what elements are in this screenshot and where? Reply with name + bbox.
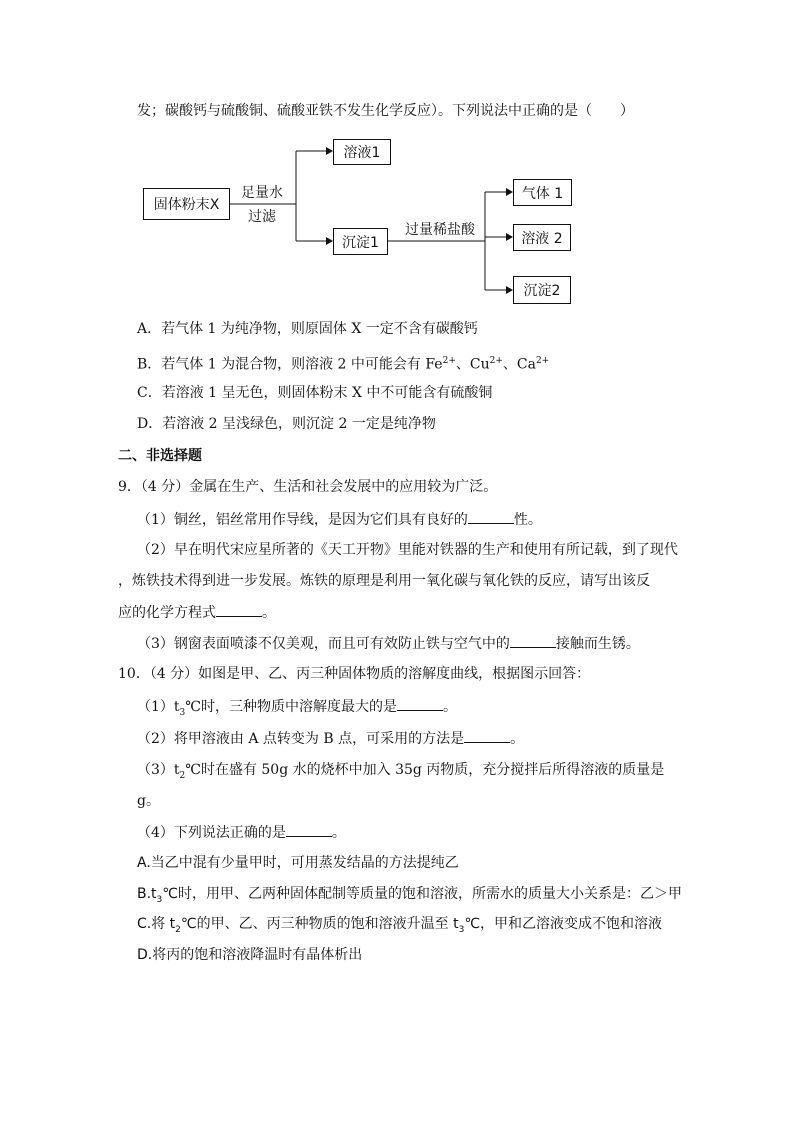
option-b-ca-charge: 2+ — [535, 356, 550, 366]
label-step1-bottom: 过滤 — [248, 209, 276, 225]
q10-option-c-sub2: 3 — [458, 924, 465, 935]
box-solid-x: 固体粉末X — [143, 188, 230, 220]
q10-part1-tail: 。 — [442, 699, 457, 715]
option-b-sep1: 、Cu — [455, 356, 490, 373]
q10-part1-blank — [397, 696, 443, 711]
q10-part3-sub: 2 — [179, 770, 186, 781]
q10-part4 — [137, 822, 346, 843]
q9-part3-blank — [510, 633, 556, 648]
q9-part1 — [137, 509, 542, 530]
box-solution1: 溶液1 — [333, 139, 391, 165]
option-b-cu-charge: 2+ — [489, 356, 503, 366]
q10-option-c-pre: C.将 t — [137, 916, 176, 932]
q10-part4-text: （4）下列说法正确的是 — [137, 825, 286, 841]
label-step1-top: 足量水 — [241, 185, 283, 201]
box-solution2: 溶液 2 — [513, 224, 571, 251]
option-b-fe-charge: 2+ — [442, 356, 456, 366]
option-b — [137, 351, 549, 375]
q10-option-c-sub1: 2 — [175, 924, 181, 935]
q9-part2-blank — [216, 602, 262, 617]
q10-option-c-text: ℃，甲和乙溶液变成不饱和溶液 — [464, 916, 663, 932]
q9-part2-tail: 。 — [262, 605, 276, 621]
q10-option-c-mid: ℃的甲、乙、丙三种物质的饱和溶液升温至 t — [180, 916, 459, 932]
q10-part3-text: ℃时在盛有 50g 水的烧杯中加入 35g 丙物质，充分搅拌后所得溶液的质量是 — [185, 762, 665, 778]
q10-option-b — [137, 884, 682, 910]
flowchart-connectors — [0, 0, 794, 340]
intro-text: 发；碳酸钙与硫酸铜、硫酸亚铁不发生化学反应）。下列说法中正确的是（ ） — [137, 103, 634, 119]
q10-option-b-text: ℃时，用甲、乙两种固体配制等质量的饱和溶液，所需水的质量大小关系是：乙＞甲 — [162, 886, 683, 902]
q10-part2-blank — [464, 728, 510, 743]
q9-part1-text: （1）铜丝，铝丝常用作导线，是因为它们具有良好的 — [137, 512, 468, 528]
q9-part2-line3 — [118, 602, 276, 623]
q10-option-c — [137, 914, 662, 940]
q9-part3-tail: 接触而生锈。 — [555, 636, 640, 652]
q9-part2-line1: （2）早在明代宋应星所著的《天工开物》里能对铁器的生产和使用有所记载，到了现代 — [137, 542, 678, 558]
option-b-sep2: 、Ca — [502, 356, 536, 373]
q9-part1-tail: 性。 — [513, 512, 542, 528]
label-step2: 过量稀盐酸 — [405, 222, 475, 238]
q10-option-b-sub: 3 — [156, 894, 163, 905]
q10-part3 — [137, 760, 664, 786]
section2-title: 二、非选择题 — [118, 448, 202, 464]
q9-part1-blank — [468, 509, 514, 524]
box-gas1: 气体 1 — [513, 179, 572, 206]
q10-stem: 10．（4 分）如图是甲、乙、丙三种固体物质的溶解度曲线，根据图示回答： — [118, 666, 591, 682]
box-precipitate2: 沉淀2 — [513, 276, 571, 304]
q10-option-a: A.当乙中混有少量甲时，可用蒸发结晶的方法提纯乙 — [137, 855, 459, 871]
q10-part2-tail: 。 — [510, 731, 525, 747]
arrowhead-gas1 — [506, 188, 513, 196]
q10-part4-tail: 。 — [331, 825, 346, 841]
q10-part3-pre: （3）t — [137, 762, 180, 778]
arrowhead-solution1 — [326, 147, 333, 155]
arrowhead-precipitate2 — [506, 286, 513, 294]
q9-part3-text: （3）钢窗表面喷漆不仅美观，而且可有效防止铁与空气中的 — [137, 636, 510, 652]
q9-part3 — [137, 633, 640, 654]
q10-option-d: D.将丙的饱和溶液降温时有晶体析出 — [137, 947, 363, 963]
arrowhead-solution2 — [506, 233, 513, 241]
q10-part3-line2: g。 — [137, 793, 160, 809]
q9-stem: 9．（4 分）金属在生产、生活和社会发展中的应用较为广泛。 — [118, 479, 498, 495]
q10-part1-pre: （1）t — [137, 699, 180, 715]
q9-part2-text: 应的化学方程式 — [118, 605, 216, 621]
box-precipitate1: 沉淀1 — [333, 228, 388, 255]
arrowhead-precipitate1 — [326, 237, 333, 245]
option-a: A．若气体 1 为纯净物，则原固体 X 一定不含有碳酸钙 — [137, 321, 478, 337]
option-c: C．若溶液 1 呈无色，则固体粉末 X 中不可能含有硫酸铜 — [137, 385, 493, 401]
option-d: D．若溶液 2 呈浅绿色，则沉淀 2 一定是纯净物 — [137, 416, 436, 432]
q10-part1-text: ℃时，三种物质中溶解度最大的是 — [185, 699, 397, 715]
q10-part2-text: （2）将甲溶液由 A 点转变为 B 点，可采用的方法是 — [137, 731, 465, 747]
q10-part2 — [137, 728, 524, 749]
q10-option-b-pre: B.t — [137, 886, 157, 902]
q9-part2-line2: ，炼铁技术得到进一步发展。炼铁的原理是利用一氧化碳与氧化铁的反应，请写出该反 — [118, 573, 650, 589]
option-b-text: B．若气体 1 为混合物，则溶液 2 中可能会有 Fe — [137, 356, 443, 373]
q10-part4-blank — [286, 822, 332, 837]
q10-part1 — [137, 696, 457, 723]
q10-part1-sub: 3 — [179, 707, 186, 718]
